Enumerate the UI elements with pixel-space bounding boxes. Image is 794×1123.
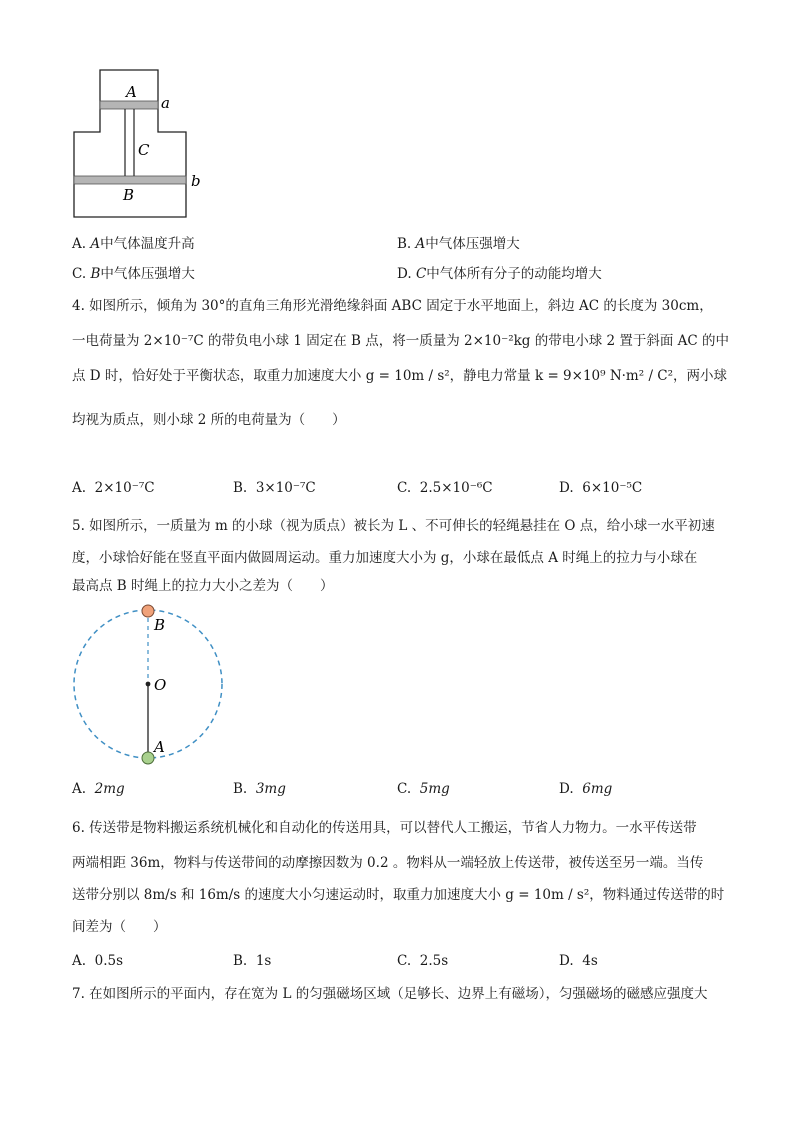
q6-option-c: C. 2.5s [397, 953, 449, 969]
label-C: C [138, 141, 150, 159]
q3-option-d: D. C中气体所有分子的动能均增大 [397, 266, 602, 282]
q5-line-2: 度，小球恰好能在竖直平面内做圆周运动。重力加速度大小为 g，小球在最低点 A 时绳上的拉力与小球在 [72, 550, 698, 566]
ball-bottom [142, 752, 154, 764]
q3-option-a: A. A中气体温度升高 [72, 236, 195, 252]
q5-line-3: 最高点 B 时绳上的拉力大小之差为（ ） [72, 578, 334, 594]
piston-b [74, 176, 186, 184]
q4-line-3: 点 D 时，恰好处于平衡状态，取重力加速度大小 g = 10m / s²，静电力常量 k = 9×10⁹ N·m² / C²，两小球 [72, 368, 728, 384]
q7-line-1: 7. 在如图所示的平面内，存在宽为 L 的匀强磁场区域（足够长、边界上有磁场），匀强磁场的磁感应强度大 [72, 986, 708, 1002]
label-b: b [191, 172, 201, 190]
label-O: O [154, 676, 167, 694]
label-A: A [154, 738, 165, 756]
q5-line-1: 5. 如图所示，一质量为 m 的小球（视为质点）被长为 L 、不可伸长的轻绳悬挂在 O 点，给小球一水平初速 [72, 518, 715, 534]
q6-option-a: A. 0.5s [72, 953, 124, 969]
q3-option-c: C. B中气体压强增大 [72, 266, 195, 282]
label-B: B [123, 186, 135, 204]
q6-line-2: 两端相距 36m，物料与传送带间的动摩擦因数为 0.2 。物料从一端轻放上传送带，被传送至另一端。当传 [72, 855, 704, 871]
cylinder-figure [60, 62, 220, 224]
circle-motion-figure [66, 600, 236, 770]
q4-option-a: A. 2×10⁻⁷C [72, 480, 155, 496]
q5-option-b: B. 3mg [233, 781, 286, 797]
label-A: A [126, 83, 137, 101]
label-B: B [154, 616, 166, 634]
q3-option-b: B. A中气体压强增大 [397, 236, 520, 252]
q4-option-c: C. 2.5×10⁻⁶C [397, 480, 493, 496]
ball-top [142, 605, 154, 617]
q5-option-c: C. 5mg [397, 781, 450, 797]
center-point [146, 682, 151, 687]
q5-option-d: D. 6mg [559, 781, 613, 797]
q6-option-d: D. 4s [559, 953, 598, 969]
q4-option-b: B. 3×10⁻⁷C [233, 480, 316, 496]
q4-line-2: 一电荷量为 2×10⁻⁷C 的带负电小球 1 固定在 B 点，将一质量为 2×10⁻²kg 的带电小球 2 置于斜面 AC 的中 [72, 333, 730, 349]
q6-line-4: 间差为（ ） [72, 919, 167, 935]
q4-line-4: 均视为质点，则小球 2 所的电荷量为（ ） [72, 412, 346, 428]
q6-line-1: 6. 传送带是物料搬运系统机械化和自动化的传送用具，可以替代人工搬运，节省人力物力。一水平传送带 [72, 820, 697, 836]
q6-line-3: 送带分别以 8m/s 和 16m/s 的速度大小匀速运动时，取重力加速度大小 g = 10m / s²，物料通过传送带的时 [72, 887, 725, 903]
label-a: a [161, 94, 170, 112]
q4-line-1: 4. 如图所示，倾角为 30°的直角三角形光滑绝缘斜面 ABC 固定于水平地面上，斜边 AC 的长度为 30cm， [72, 298, 713, 314]
q4-option-d: D. 6×10⁻⁵C [559, 480, 643, 496]
piston-a [100, 101, 158, 109]
q5-option-a: A. 2mg [72, 781, 125, 797]
q6-option-b: B. 1s [233, 953, 272, 969]
